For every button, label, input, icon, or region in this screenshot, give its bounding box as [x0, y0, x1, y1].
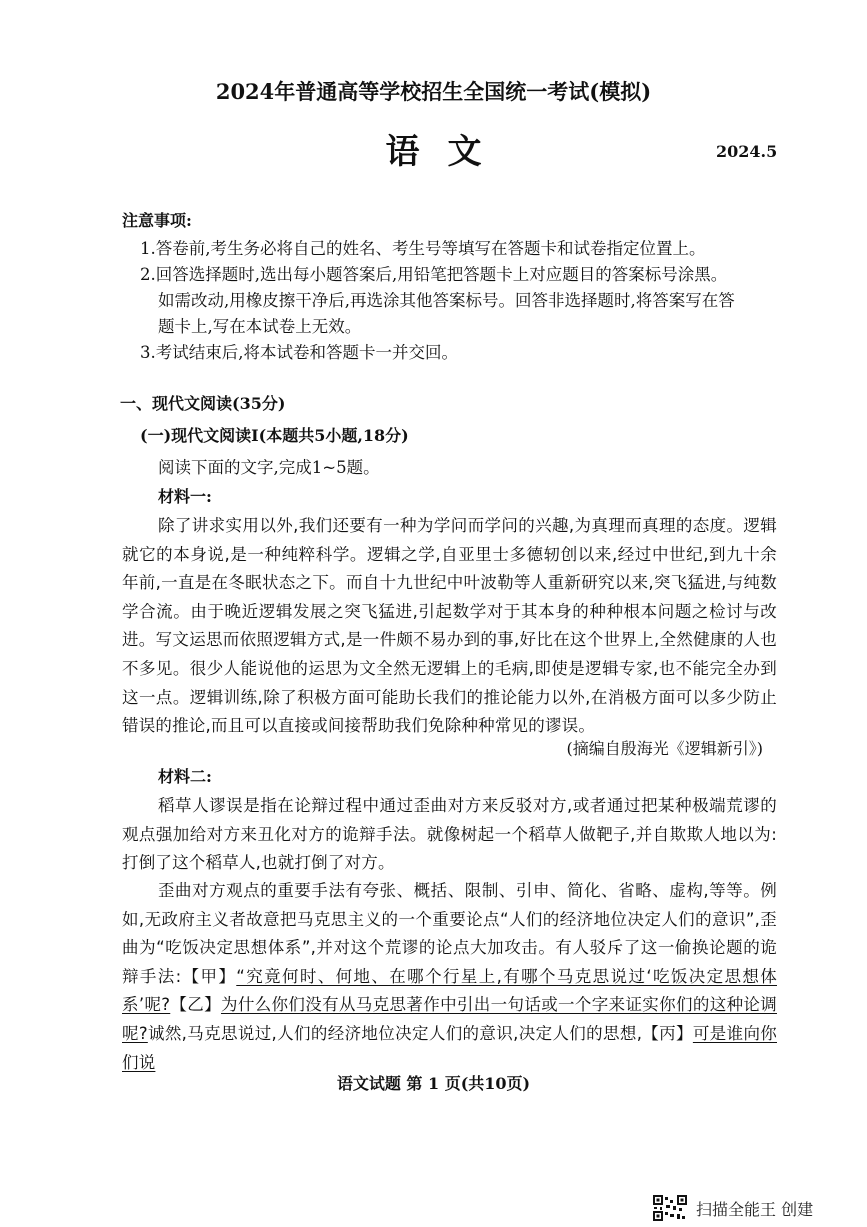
material-2-para-1: 稻草人谬误是指在论辩过程中通过歪曲对方来反驳对方,或者通过把某种极端荒谬的观点强加给对方来丑化对方的诡辩手法。就像树起一个稻草人做靶子,并自欺欺人地以为:打倒了这个稻草人,也就打倒了对方。	[122, 796, 777, 873]
material-1-citation: (摘编自殷海光《逻辑新引》)	[566, 739, 763, 758]
exam-date: 2024.5	[716, 142, 778, 161]
material-1-text: 除了讲求实用以外,我们还要有一种为学问而学问的兴趣,为真理而真理的态度。逻辑就它的本身说,是一种纯粹科学。逻辑之学,自亚里士多德轫创以来,经过中世纪,到九十余年前,一直是在冬眠状态之下。而自十九世纪中叶波勒等人重新研究以来,突飞猛进,与纯数学合流。由于晚近逻辑发展之突飞猛进,引起数学对于其本身的种种根本问题之检讨与改进。写文运思而依照逻辑方式,是一件颇不易办到的事,好比在这个世界上,全然健康的人也不多见。很少人能说他的运思为文全然无逻辑上的毛病,即使是逻辑专家,也不能完全办到这一点。逻辑训练,除了积极方面可能助长我们的推论能力以外,在消极方面可以多少防止错误的推论,而且可以直接或间接帮助我们免除种种常见的谬误。	[122, 516, 777, 736]
exam-title: 2024年普通高等学校招生全国统一考试(模拟)	[215, 79, 652, 104]
notice-item-2-cont2: 题卡上,写在本试卷上无效。	[158, 317, 362, 336]
notice-item-1: 1.答卷前,考生务必将自己的姓名、考生号等填写在答题卡和试卷指定位置上。	[140, 239, 706, 258]
notice-item-2: 2.回答选择题时,选出每小题答案后,用铅笔把答题卡上对应题目的答案标号涂黑。	[140, 265, 728, 284]
sub-section-heading: (一)现代文阅读Ⅰ(本题共5小题,18分)	[140, 426, 409, 445]
para-2-text-a: 歪曲对方观点的重要手法有夸张、概括、限制、引申、简化、省略、虚构,等等。例如,无政府主义者故意把马克思主义的一个重要论点“人们的经济地位决定人们的意识”,歪曲为“吃饭决定思想体系”,并对这个荒谬的论点大加攻击。有人驳斥了这一偷换论题的诡辩手法:【甲】	[122, 881, 777, 986]
scanner-watermark	[652, 1196, 813, 1220]
scanner-app-text: 扫描全能王 创建	[696, 1199, 814, 1219]
section-heading: 一、现代文阅读(35分)	[120, 394, 286, 413]
material-2-para-2	[122, 877, 777, 1077]
para-2-text-b: 【乙】	[170, 995, 221, 1015]
material-1-label: 材料一:	[158, 487, 212, 506]
material-2-label: 材料二:	[158, 767, 212, 786]
notice-item-2-cont: 如需改动,用橡皮擦干净后,再选涂其他答案标号。回答非选择题时,将答案写在答	[158, 291, 735, 310]
underlined-sentence-bing: 可是谁向你们说	[122, 1023, 777, 1072]
page-footer: 语文试题 第 1 页(共10页)	[336, 1074, 531, 1093]
para-2-text-c: 诚然,马克思说过,人们的经济地位决定人们的意识,决定人们的思想,【丙】	[147, 1023, 693, 1043]
underlined-sentence-yi: 为什么你们没有从马克思著作中引出一句话或一个字来证实你们的这种论调呢?	[122, 995, 777, 1043]
reading-instruction: 阅读下面的文字,完成1~5题。	[158, 458, 380, 477]
notice-item-3: 3.考试结束后,将本试卷和答题卡一并交回。	[140, 343, 458, 362]
notice-heading: 注意事项:	[122, 211, 192, 230]
underlined-sentence-jia: “究竟何时、何地、在哪个行星上,有哪个马克思说过‘吃饭决定思想体系’呢?	[122, 966, 777, 1015]
qr-code-icon	[652, 1194, 688, 1222]
subject-title: 语文	[385, 132, 510, 172]
